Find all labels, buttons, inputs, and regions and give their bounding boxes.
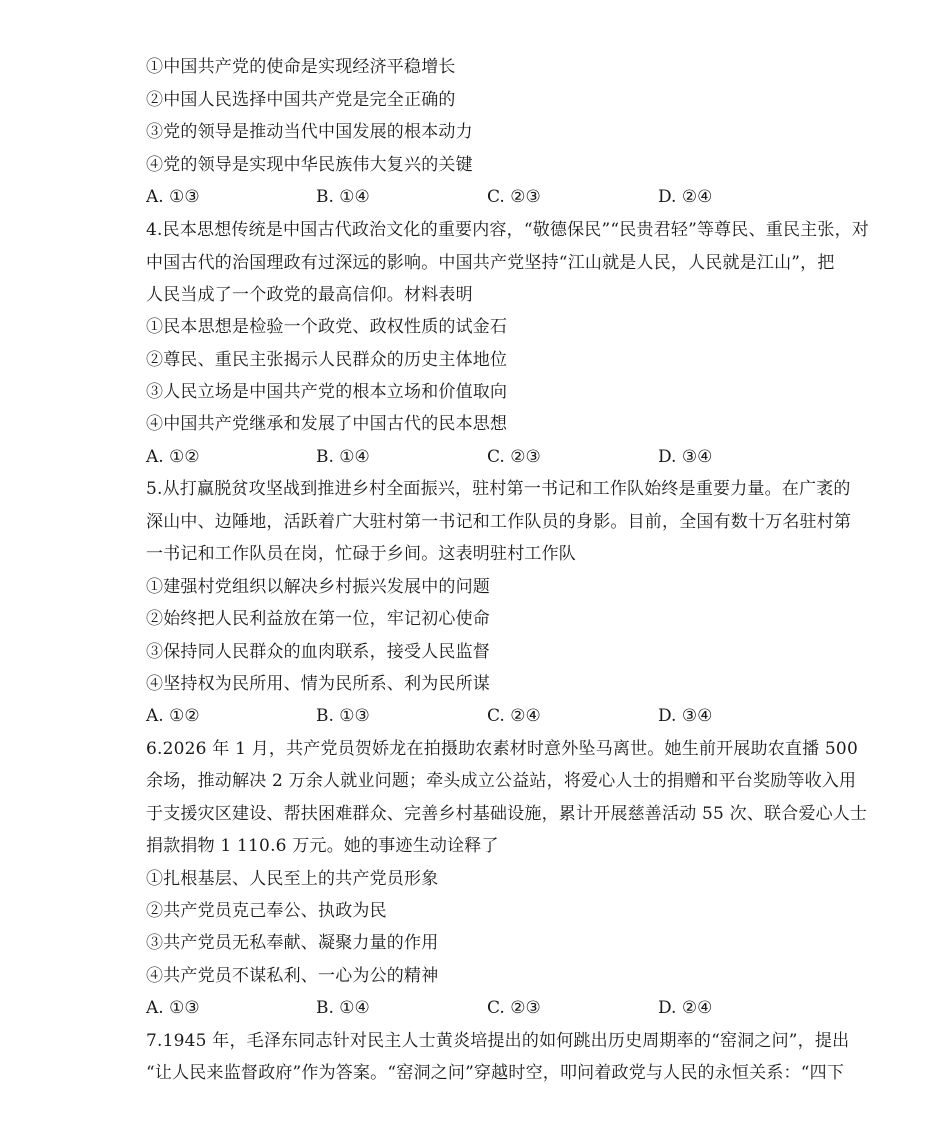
q4-choice-a[interactable]: A. ①② bbox=[146, 447, 200, 467]
q4-choice-b[interactable]: B. ①④ bbox=[316, 447, 370, 467]
q3-item-3: ③党的领导是推动当代中国发展的根本动力 bbox=[146, 122, 473, 142]
q5-stem-line-3: 一书记和工作队员在岗，忙碌于乡间。这表明驻村工作队 bbox=[146, 544, 576, 564]
q7-stem-line-2: “让人民来监督政府”作为答案。“窑洞之问”穿越时空，叩问着政党与人民的永恒关系：“四下 bbox=[146, 1063, 845, 1083]
q6-item-4: ④共产党员不谋私利、一心为公的精神 bbox=[146, 966, 439, 986]
q4-item-3: ③人民立场是中国共产党的根本立场和价值取向 bbox=[146, 382, 508, 402]
q6-choice-c[interactable]: C. ②③ bbox=[487, 998, 541, 1018]
q5-choice-d[interactable]: D. ③④ bbox=[658, 706, 713, 726]
q3-item-4: ④党的领导是实现中华民族伟大复兴的关键 bbox=[146, 155, 473, 175]
q3-choice-a[interactable]: A. ①③ bbox=[146, 187, 200, 207]
q5-choice-c[interactable]: C. ②④ bbox=[487, 706, 541, 726]
q7-stem-line-1: 7.1945 年，毛泽东同志针对民主人士黄炎培提出的如何跳出历史周期率的“窑洞之问”，提出 bbox=[146, 1031, 850, 1051]
q4-stem-line-1: 4.民本思想传统是中国古代政治文化的重要内容，“敬德保民”“民贵君轻”等尊民、重民主张，对 bbox=[146, 220, 869, 240]
q3-item-1: ①中国共产党的使命是实现经济平稳增长 bbox=[146, 57, 456, 77]
q4-choice-c[interactable]: C. ②③ bbox=[487, 447, 541, 467]
q5-item-2: ②始终把人民利益放在第一位，牢记初心使命 bbox=[146, 609, 490, 629]
q4-choice-d[interactable]: D. ③④ bbox=[658, 447, 713, 467]
q3-choice-c[interactable]: C. ②③ bbox=[487, 187, 541, 207]
q6-choices bbox=[146, 997, 846, 1019]
q5-item-4: ④坚持权为民所用、情为民所系、利为民所谋 bbox=[146, 674, 490, 694]
q3-choice-b[interactable]: B. ①④ bbox=[316, 187, 370, 207]
q6-choice-d[interactable]: D. ②④ bbox=[658, 998, 713, 1018]
q5-choice-b[interactable]: B. ①③ bbox=[316, 706, 370, 726]
q4-item-1: ①民本思想是检验一个政党、政权性质的试金石 bbox=[146, 317, 508, 337]
q4-stem-line-3: 人民当成了一个政党的最高信仰。材料表明 bbox=[146, 285, 473, 305]
q5-stem-line-1: 5.从打赢脱贫攻坚战到推进乡村全面振兴，驻村第一书记和工作队始终是重要力量。在广袤的 bbox=[146, 479, 851, 499]
q6-item-1: ①扎根基层、人民至上的共产党员形象 bbox=[146, 869, 439, 889]
q3-choice-d[interactable]: D. ②④ bbox=[658, 187, 713, 207]
q5-stem-line-2: 深山中、边陲地，活跃着广大驻村第一书记和工作队员的身影。目前，全国有数十万名驻村第 bbox=[146, 512, 852, 532]
q3-item-2: ②中国人民选择中国共产党是完全正确的 bbox=[146, 90, 456, 110]
q5-choice-a[interactable]: A. ①② bbox=[146, 706, 200, 726]
q4-item-2: ②尊民、重民主张揭示人民群众的历史主体地位 bbox=[146, 350, 508, 370]
q5-item-3: ③保持同人民群众的血肉联系，接受人民监督 bbox=[146, 642, 490, 662]
q6-choice-b[interactable]: B. ①④ bbox=[316, 998, 370, 1018]
q5-item-1: ①建强村党组织以解决乡村振兴发展中的问题 bbox=[146, 577, 490, 597]
q6-stem-line-1: 6.2026 年 1 月，共产党员贺娇龙在拍摄助农素材时意外坠马离世。她生前开展助农直播 500 bbox=[146, 739, 858, 759]
q4-item-4: ④中国共产党继承和发展了中国古代的民本思想 bbox=[146, 414, 508, 434]
q6-item-2: ②共产党员克己奉公、执政为民 bbox=[146, 901, 387, 921]
q6-stem-line-2: 余场，推动解决 2 万余人就业问题；牵头成立公益站，将爱心人士的捐赠和平台奖励等收入用 bbox=[146, 771, 857, 791]
q4-stem-line-2: 中国古代的治国理政有过深远的影响。中国共产党坚持“江山就是人民，人民就是江山”，把 bbox=[146, 253, 835, 273]
q6-item-3: ③共产党员无私奉献、凝聚力量的作用 bbox=[146, 933, 439, 953]
q5-choices bbox=[146, 705, 846, 727]
q3-choices bbox=[146, 186, 846, 208]
q4-choices bbox=[146, 446, 846, 468]
q6-stem-line-3: 于支援灾区建设、帮扶困难群众、完善乡村基础设施，累计开展慈善活动 55 次、联合爱心人士 bbox=[146, 804, 868, 824]
q6-stem-line-4: 捐款捐物 1 110.6 万元。她的事迹生动诠释了 bbox=[146, 836, 499, 856]
q6-choice-a[interactable]: A. ①③ bbox=[146, 998, 200, 1018]
